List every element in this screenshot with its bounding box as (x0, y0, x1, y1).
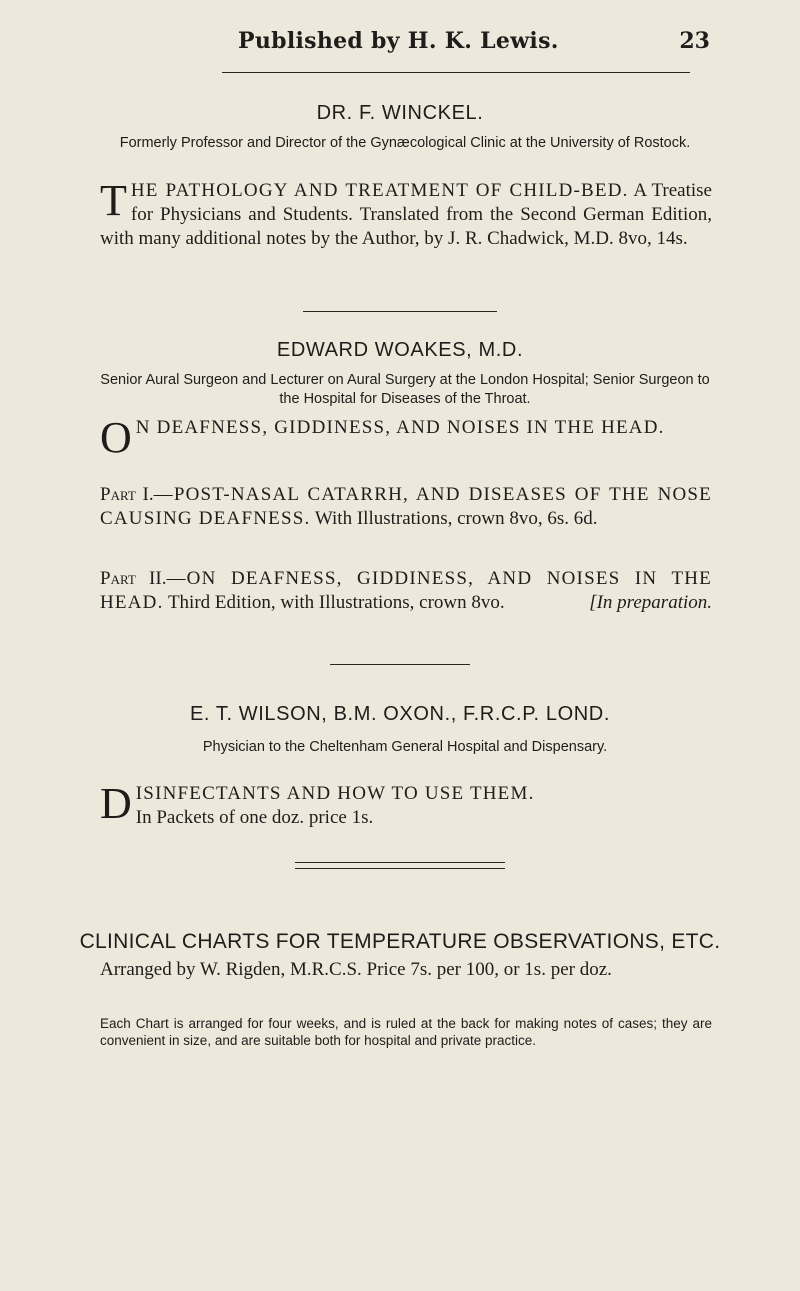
work-title: HE PATHOLOGY AND TREATMENT OF CHILD-BED. (130, 180, 629, 201)
part-description: Third Edition, with Illustrations, crown 8vo. (167, 592, 505, 613)
part-two (100, 567, 712, 615)
part-title: —POST-NASAL CATARRH, AND DISEASES OF THE NOSE CAUSING DEAFNESS. (100, 484, 712, 529)
double-rule-bottom (295, 868, 505, 869)
work-pathology-childbed (100, 176, 712, 251)
dropcap: T (100, 176, 127, 225)
work-description: In Packets of one doz. price 1s. (135, 807, 374, 828)
part-label: Part I. (100, 484, 154, 505)
section-divider (330, 664, 470, 665)
status-note: [In preparation. (589, 592, 712, 613)
running-header (90, 28, 710, 68)
dropcap: O (100, 413, 132, 462)
clinical-charts-description: Arranged by W. Rigden, M.R.C.S. Price 7s. per 100, or 1s. per doz. (100, 959, 612, 980)
clinical-charts-heading: CLINICAL CHARTS FOR TEMPERATURE OBSERVATIONS, ETC. (79, 930, 721, 953)
publisher-title: Published by H. K. Lewis. (238, 28, 559, 54)
work-disinfectants (100, 779, 712, 830)
work-title: N DEAFNESS, GIDDINESS, AND NOISES IN THE HEAD. (135, 417, 665, 438)
work-description: A Treatise for Physicians and Students. Translated from the Second German Edition, with many additional notes by the Author, by J. R. Chadwick, M.D. 8vo, 14s. (100, 180, 712, 249)
clinical-charts-note: Each Chart is arranged for four weeks, and is ruled at the back for making notes of cases; they are convenient in size, and are suitable both for hospital and private practice. (100, 1016, 712, 1048)
header-rule (222, 72, 596, 73)
author-wilson: E. T. WILSON, B.M. OXON., F.R.C.P. LOND. (189, 703, 610, 725)
work-deafness (100, 413, 712, 462)
part-label: Part II. (100, 568, 167, 589)
part-one (100, 483, 712, 531)
section-divider (303, 311, 497, 312)
author-woakes: EDWARD WOAKES, M.D. (276, 339, 524, 361)
affiliation-wilson: Physician to the Cheltenham General Hospital and Dispensary. (202, 739, 608, 755)
affiliation-winckel: Formerly Professor and Director of the Gynæcological Clinic at the University of Rostock. (119, 135, 691, 151)
header-rule-right (596, 72, 690, 73)
double-rule-top (295, 862, 505, 863)
page-number: 23 (679, 28, 710, 54)
work-title: ISINFECTANTS AND HOW TO USE THEM. (135, 783, 535, 804)
dropcap: D (100, 779, 132, 828)
part-title: —ON DEAFNESS, GIDDINESS, AND NOISES IN THE HEAD. (100, 568, 712, 613)
affiliation-woakes: Senior Aural Surgeon and Lecturer on Aural Surgery at the London Hospital; Senior Surgeon to the Hospital for Diseases of the Throat. (100, 372, 710, 407)
part-description: With Illustrations, crown 8vo, 6s. 6d. (314, 508, 598, 529)
author-winckel: DR. F. WINCKEL. (316, 102, 484, 124)
